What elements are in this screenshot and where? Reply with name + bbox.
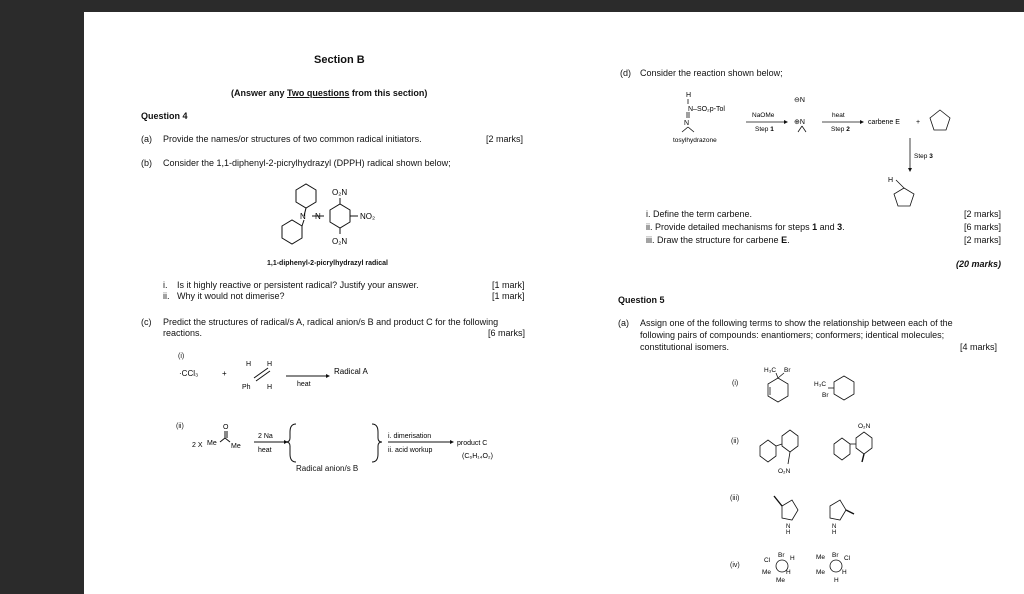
left-dark-bar (0, 0, 84, 594)
pair-iv-cl-a: Cl (764, 557, 771, 564)
diazo-n-plus: ⊕N (794, 119, 805, 126)
part-d-text: Consider the reaction shown below; (640, 68, 783, 78)
pair-i-h3c-b: H₃C (814, 381, 827, 388)
dpph-no2: NO₂ (360, 212, 376, 221)
part-d-i: i. Define the term carbene. (646, 209, 753, 219)
top-dark-bar (0, 0, 1024, 12)
dpph-o2n-bottom: O₂N (332, 237, 348, 246)
part-c-label: (c) (141, 317, 152, 327)
section-instruction: (Answer any Two questions from this section) (231, 88, 428, 98)
part-b-i-label: i. (163, 280, 168, 290)
part-c-text-2: reactions. (163, 328, 203, 338)
part-c-marks: [6 marks] (488, 328, 526, 338)
part-d-iii: iii. Draw the structure for carbene E. (646, 235, 790, 245)
pair-iv-h-f: H (834, 577, 839, 584)
part-d-i-marks: [2 marks] (964, 209, 1002, 219)
part-d-ii: ii. Provide detailed mechanisms for steps 1 and 3. (646, 222, 845, 232)
pair-ii-structures (754, 416, 894, 480)
dpph-o2n-top: O₂N (332, 188, 348, 197)
pair-i-structures (754, 362, 864, 412)
hydrazone-n: N (684, 120, 690, 127)
pair-i-label: (i) (732, 380, 739, 387)
part-b-label: (b) (141, 158, 152, 168)
pair-ii-o2n-b: O₂N (858, 423, 871, 430)
dpph-n-2: N (315, 212, 321, 221)
ccl3-radical: ·CCl₃ (179, 369, 199, 378)
reaction-scheme-d (670, 88, 1000, 218)
part-b-ii-marks: [1 mark] (492, 291, 525, 301)
section-title: Section B (314, 54, 365, 66)
product-h: H (888, 177, 894, 184)
heat-label-ii: heat (258, 447, 272, 454)
step-3-label: Step 3 (914, 153, 933, 160)
reaction-c-i (174, 358, 394, 398)
part-c-text-1: Predict the structures of radical/s A, radical anion/s B and product C for the following (163, 317, 499, 327)
dpph-caption: 1,1-diphenyl-2-picrylhydrazyl radical (267, 260, 388, 267)
total-marks: (20 marks) (956, 259, 1002, 269)
pair-iv-me-b: Me (776, 577, 786, 584)
part-d-ii-marks: [6 marks] (964, 222, 1002, 232)
product-c-label: product C (457, 440, 488, 447)
heat-label-i: heat (297, 381, 311, 388)
q5-part-a-text-2: following pairs of compounds: enantiomers; conformers; identical molecules; (640, 330, 945, 340)
hydrazone-h: H (686, 92, 692, 99)
carbene-e-label: carbene E (868, 119, 900, 126)
part-d-iii-marks: [2 marks] (964, 235, 1002, 245)
pair-iv-structures (756, 546, 866, 594)
document-page (84, 12, 1024, 594)
product-c-formula: (C₆H₁₄O₂) (462, 453, 493, 460)
pair-iii-n-a: N (786, 524, 791, 530)
pair-iv-me-a: Me (762, 569, 772, 576)
ketone-o: O (223, 424, 229, 431)
pair-iii-h-b: H (832, 530, 837, 536)
plus-sign: + (222, 369, 227, 378)
plus-sign-d: + (916, 119, 921, 126)
alkene-ph: Ph (242, 384, 251, 391)
pair-i-br-b: Br (822, 392, 829, 399)
alkene-h-1: H (246, 361, 252, 368)
part-c-i-label: (i) (178, 353, 185, 360)
part-a-label: (a) (141, 134, 152, 144)
part-b-ii-text: Why it would not dimerise? (177, 291, 285, 301)
question-4-title: Question 4 (141, 111, 188, 121)
pair-iii-h-a: H (786, 530, 791, 536)
part-b-i-marks: [1 mark] (492, 280, 525, 290)
tosylhydrazone-label: tosylhydrazone (673, 137, 717, 144)
step-acid-workup: ii. acid workup (388, 447, 433, 454)
pair-iv-br-b: Br (832, 552, 839, 559)
q5-part-a-text-3: constitutional isomers. (640, 342, 730, 352)
diazo-n-minus: ⊖N (794, 97, 805, 104)
part-a-text: Provide the names/or structures of two common radical initiators. (163, 134, 422, 144)
question-5-title: Question 5 (618, 295, 665, 305)
radical-a: Radical A (334, 367, 368, 376)
pair-iii-label: (iii) (730, 495, 740, 502)
pair-iii-structures (764, 488, 864, 536)
part-b-ii-label: ii. (163, 291, 170, 301)
part-c-ii-label: (ii) (176, 423, 184, 430)
ketone-me-2: Me (231, 443, 241, 450)
step-1-label: Step 1 (755, 126, 774, 133)
ketone-me-1: Me (207, 440, 217, 447)
pair-ii-label: (ii) (731, 438, 739, 445)
pair-iv-h-e: H (842, 569, 847, 576)
naome-label: NaOMe (752, 112, 775, 119)
pair-i-br-a: Br (784, 367, 791, 374)
pair-iv-label: (iv) (730, 562, 740, 569)
pair-iii-n-b: N (832, 524, 837, 530)
hydrazone-n-so2: N–SO₂p-Tol (688, 106, 725, 113)
alkene-h-3: H (267, 384, 273, 391)
pair-iv-cl-b: Cl (844, 555, 851, 562)
pair-iv-h-c: H (790, 555, 795, 562)
dpph-structure (274, 180, 384, 250)
pair-ii-o2n-a: O₂N (778, 468, 791, 475)
q5-part-a-text-1: Assign one of the following terms to show the relationship between each of the (640, 318, 953, 328)
pair-iv-h-d: H (786, 569, 791, 576)
part-b-text: Consider the 1,1-diphenyl-2-picrylhydrazyl (DPPH) radical shown below; (163, 158, 451, 168)
sodium-label: 2 Na (258, 433, 273, 440)
radical-anion-b: Radical anion/s B (296, 464, 359, 473)
q5-part-a-marks: [4 marks] (960, 342, 998, 352)
part-b-i-text: Is it highly reactive or persistent radical? Justify your answer. (177, 280, 419, 290)
pair-i-h3c-a: H₃C (764, 367, 777, 374)
part-d-label: (d) (620, 68, 631, 78)
heat-label-d: heat (832, 112, 845, 119)
pair-iv-me-d: Me (816, 569, 826, 576)
alkene-h-2: H (267, 361, 273, 368)
dpph-n-1: N (300, 212, 306, 221)
two-x-label: 2 X (192, 442, 203, 449)
step-2-label: Step 2 (831, 126, 850, 133)
part-a-marks: [2 marks] (486, 134, 524, 144)
q5-part-a-label: (a) (618, 318, 629, 328)
pair-iv-me-c: Me (816, 554, 826, 561)
pair-iv-br-a: Br (778, 552, 785, 559)
step-dimerisation: i. dimerisation (388, 433, 432, 440)
